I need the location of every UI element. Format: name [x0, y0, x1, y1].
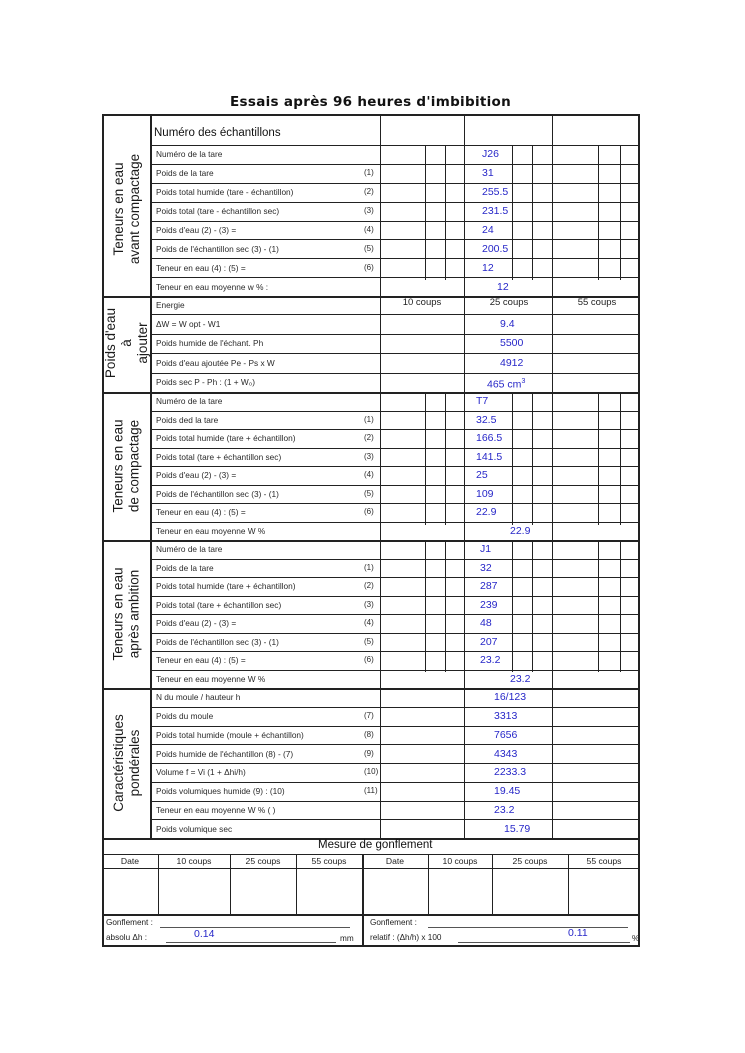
energie-label: Energie: [156, 300, 185, 310]
mesure-title-divider: [102, 854, 640, 855]
s2-row-label: ΔW = W opt - W1: [156, 318, 221, 329]
s2-head-divider: [150, 314, 640, 315]
s4-row-value-text: 32: [480, 561, 492, 574]
s3-row-line-5: [150, 485, 640, 486]
s1-row-line-2: [150, 183, 640, 184]
s4-row-line-1: [150, 559, 640, 560]
s2-row-line-3: [150, 373, 640, 374]
s3-row-line-3: [150, 448, 640, 449]
s5-row-value: [494, 748, 517, 760]
s5-row-value-text: 23.2: [494, 803, 515, 816]
s5-row-line-4: [150, 763, 640, 764]
s4-row-value: [510, 673, 530, 685]
s3-row-label: Poids ded la tare: [156, 414, 219, 425]
s3-row-label: Poids total (tare + échantillon sec): [156, 451, 282, 462]
s1-row-value-text: 255.5: [482, 186, 509, 199]
s4-row-number: (3): [364, 599, 374, 609]
s3-row-value: [476, 506, 496, 518]
s1-row-line-1: [150, 164, 640, 165]
s5-row-label: N du moule / hauteur h: [156, 692, 241, 703]
s3-row-value: [476, 488, 494, 500]
s1-row-value-text: 12: [482, 261, 494, 274]
s1-row-label: Poids total humide (tare - échantillon): [156, 187, 294, 198]
s1-row-label: Poids de la tare: [156, 168, 214, 179]
s1-row-number: (1): [364, 168, 374, 178]
label-col-divider: [150, 114, 152, 838]
mesure-col-head: 10 coups: [176, 856, 212, 866]
s4-row-value-text: J1: [480, 543, 492, 556]
s4-row-label: Teneur en eau (4) : (5) =: [156, 655, 246, 666]
section-label-poids-eau-ajouter: Poids d'eau à ajouter: [103, 307, 151, 379]
s1-row-value: [482, 224, 494, 236]
s1-row-value-text: 12: [497, 280, 509, 293]
sub-col-divider-1-0-2: [512, 540, 513, 672]
s3-row-line-7: [150, 522, 640, 523]
s2-row-value-text: 9.4: [500, 317, 515, 330]
s2-row-label: Poids humide de l'échant. Ph: [156, 338, 264, 349]
mesure-col-divider-4: [362, 854, 364, 946]
s1-row-label: Numéro de la tare: [156, 149, 223, 160]
s4-row-line-3: [150, 596, 640, 597]
s1-row-value-text: 31: [482, 167, 494, 180]
s4-row-label: Poids de l'échantillon sec (3) - (1): [156, 636, 279, 647]
footer-absolu-label: absolu Δh :: [106, 933, 147, 942]
s2-row-line-2: [150, 353, 640, 354]
s5-row-number: (7): [364, 711, 374, 721]
sub-col-divider-2-0-1: [598, 392, 599, 525]
s3-row-line-4: [150, 466, 640, 467]
s4-row-line-4: [150, 614, 640, 615]
s5-row-value-text: 7656: [494, 728, 518, 741]
s1-row-label: Poids d'eau (2) - (3) =: [156, 224, 237, 235]
s1-row-value-text: 24: [482, 223, 494, 236]
s4-row-value: [480, 617, 492, 629]
s5-row-value-text: 16/123: [494, 691, 527, 704]
s2-row-value: [500, 357, 523, 369]
s5-row-label: Poids du moule: [156, 711, 214, 722]
s3-row-label: Poids d'eau (2) - (3) =: [156, 470, 237, 481]
s5-row-value: [504, 823, 530, 835]
s5-row-label: Poids humide de l'échantillon (8) - (7): [156, 748, 294, 759]
mesure-col-head: 55 coups: [586, 856, 622, 866]
sub-col-divider-0-1-0: [445, 145, 446, 280]
s1-row-value-text: 231.5: [482, 205, 509, 218]
s3-row-value-text: 25: [476, 469, 488, 482]
s5-row-number: (11): [364, 786, 378, 796]
s4-row-value-text: 207: [480, 635, 498, 648]
col-head-10-coups: 10 coups: [402, 297, 442, 308]
footer-gonflement-left: Gonflement :: [106, 918, 153, 927]
s3-row-number: (6): [364, 507, 374, 517]
s1-row-value: [482, 262, 494, 274]
s3-row-value-text: 166.5: [476, 432, 503, 445]
s1-row-value: [482, 186, 508, 198]
s2-row-value-text: 5500: [500, 337, 524, 350]
s1-row-line-6: [150, 258, 640, 259]
s5-row-line-5: [150, 782, 640, 783]
s4-row-label: Teneur en eau moyenne W %: [156, 673, 266, 684]
sub-col-divider-2-0-2: [598, 540, 599, 672]
section-divider-4: [102, 688, 640, 690]
s2-row-label: Poids sec P - Ph : (1 + W₀): [156, 377, 255, 388]
s3-row-number: (1): [364, 414, 374, 424]
s1-row-value: [482, 205, 508, 217]
s3-row-value-text: 141.5: [476, 450, 503, 463]
s3-row-value-text: 22.9: [510, 524, 531, 537]
section-label-de-compactage: Teneurs en eau de compactage: [111, 419, 143, 513]
footer-gonflement-right: Gonflement :: [370, 918, 417, 927]
s5-row-number: (10): [364, 767, 379, 777]
s3-row-line-2: [150, 429, 640, 430]
sub-col-divider-2-1-0: [620, 145, 621, 280]
s3-row-value: [476, 414, 496, 426]
s4-row-number: (5): [364, 636, 374, 646]
header-divider: [150, 145, 640, 146]
s5-row-value-text: 19.45: [494, 785, 521, 798]
s5-row-value-text: 3313: [494, 710, 518, 723]
s4-row-value: [480, 636, 498, 648]
mesure-col-head: Date: [385, 856, 405, 866]
s1-row-number: (3): [364, 206, 374, 216]
s4-row-label: Poids total (tare + échantillon sec): [156, 599, 282, 610]
value-col-divider-3: [552, 114, 553, 838]
section-divider-2: [102, 392, 640, 394]
s4-row-value-text: 23.2: [480, 654, 501, 667]
s4-row-line-7: [150, 670, 640, 671]
s3-row-label: Poids de l'échantillon sec (3) - (1): [156, 488, 279, 499]
s5-row-label: Poids volumique sec: [156, 823, 233, 834]
footer-absolu-value: 0.14: [194, 928, 215, 940]
value-col-divider-2: [464, 114, 465, 838]
s4-row-value: [480, 543, 491, 555]
section-label-caracteristiques-ponderales: Caractéristiques pondérales: [111, 714, 143, 812]
value-col-divider-1: [380, 114, 381, 838]
s5-row-value: [494, 729, 517, 741]
header-numero-echantillons: Numéro des échantillons: [154, 127, 281, 139]
page-title: Essais après 96 heures d'imbibition: [230, 94, 512, 110]
s5-row-line-1: [150, 707, 640, 708]
s5-row-label: Teneur en eau moyenne W % ( ): [156, 804, 276, 815]
s3-row-number: (2): [364, 433, 374, 443]
sub-col-divider-1-1-0: [532, 145, 533, 280]
s1-row-value: [497, 281, 509, 293]
s1-row-label: Teneur en eau moyenne w % :: [156, 281, 269, 292]
sub-col-divider-2-1-2: [620, 540, 621, 672]
s2-row-value-text: 465 cm: [487, 378, 522, 391]
s5-row-value-text: 2233.3: [494, 766, 527, 779]
footer-line-left-2: [166, 942, 336, 943]
s4-row-value-text: 239: [480, 598, 498, 611]
s1-row-label: Poids de l'échantillon sec (3) - (1): [156, 243, 279, 254]
s4-row-label: Poids d'eau (2) - (3) =: [156, 618, 237, 629]
footer-line-right-1: [428, 927, 628, 928]
s3-row-line-6: [150, 503, 640, 504]
s4-row-value-text: 23.2: [510, 672, 531, 685]
s3-row-number: (4): [364, 470, 374, 480]
s3-row-label: Teneur en eau moyenne W %: [156, 525, 266, 536]
s3-row-value: [476, 469, 488, 481]
sub-col-divider-2-0-0: [598, 145, 599, 280]
s1-row-line-5: [150, 239, 640, 240]
sub-col-divider-0-0-2: [425, 540, 426, 672]
s4-row-line-5: [150, 633, 640, 634]
s1-row-value: [482, 167, 494, 179]
s2-row-value: [500, 318, 515, 330]
sub-col-divider-1-0-0: [512, 145, 513, 280]
s3-row-value-text: 22.9: [476, 506, 497, 519]
sub-col-divider-1-1-1: [532, 392, 533, 525]
s1-row-label: Poids total (tare - échantillon sec): [156, 206, 280, 217]
footer-relatif-value: 0.11: [568, 927, 588, 939]
s5-row-value: [494, 691, 526, 703]
footer-relatif-unit: %: [632, 934, 640, 943]
s4-row-value: [480, 599, 498, 611]
s4-row-value: [480, 562, 492, 574]
s3-row-value: [510, 525, 530, 537]
s4-row-value-text: 287: [480, 580, 498, 593]
mesure-col-head: Date: [120, 856, 140, 866]
s1-row-number: (6): [364, 262, 374, 272]
s3-row-label: Numéro de la tare: [156, 396, 223, 407]
s5-row-label: Volume f = Vi (1 + Δhi/h): [156, 767, 246, 778]
mesure-col-head: 25 coups: [512, 856, 548, 866]
mesure-head-divider: [102, 868, 640, 869]
s2-row-label: Poids d'eau ajoutée Pe - Ps x W: [156, 357, 275, 368]
sub-col-divider-0-1-1: [445, 392, 446, 525]
footer-relatif-label: relatif : (Δh/h) x 100: [370, 933, 442, 942]
s3-row-value-text: 109: [476, 487, 494, 500]
s3-row-label: Poids total humide (tare + échantillon): [156, 433, 296, 444]
footer-line-right-2: [458, 942, 630, 943]
sub-col-divider-1-0-1: [512, 392, 513, 525]
s5-row-label: Poids total humide (moule + échantillon): [156, 729, 304, 740]
mesure-col-head: 25 coups: [245, 856, 281, 866]
col-head-25-coups: 25 coups: [489, 297, 529, 308]
s1-row-label: Teneur en eau (4) : (5) =: [156, 262, 246, 273]
mesure-gonflement-title: Mesure de gonflement: [318, 839, 433, 851]
s3-row-value: [476, 432, 502, 444]
s1-row-number: (5): [364, 243, 374, 253]
s5-row-number: (9): [364, 748, 374, 758]
s5-row-value: [494, 785, 520, 797]
s4-row-label: Poids de la tare: [156, 562, 214, 573]
s1-row-value: [482, 243, 508, 255]
footer-absolu-unit: mm: [340, 934, 354, 943]
s1-row-line-3: [150, 202, 640, 203]
s4-row-value: [480, 654, 500, 666]
s5-row-line-6: [150, 801, 640, 802]
s5-row-value-text: 4343: [494, 747, 518, 760]
s3-row-line-1: [150, 411, 640, 412]
sub-col-divider-2-1-1: [620, 392, 621, 525]
mesure-col-head: 55 coups: [311, 856, 347, 866]
s2-row-value-text: 4912: [500, 356, 524, 369]
s5-row-value: [494, 804, 514, 816]
col-head-55-coups: 55 coups: [577, 297, 617, 308]
sub-col-divider-1-1-2: [532, 540, 533, 672]
s5-row-line-2: [150, 726, 640, 727]
footer-line-left-1: [160, 927, 350, 928]
section-divider-3: [102, 540, 640, 542]
s1-row-value-text: 200.5: [482, 242, 509, 255]
sub-col-divider-0-0-0: [425, 145, 426, 280]
s4-row-line-2: [150, 577, 640, 578]
sub-col-divider-0-0-1: [425, 392, 426, 525]
mesure-bottom-divider: [102, 914, 640, 916]
s1-row-line-4: [150, 221, 640, 222]
mesure-col-head: 10 coups: [442, 856, 478, 866]
s4-row-number: (2): [364, 581, 374, 591]
section-label-avant-compactage: Teneurs en eau avant compactage: [111, 153, 143, 265]
s1-row-number: (2): [364, 187, 374, 197]
s3-row-value: [476, 395, 488, 407]
sub-col-divider-0-1-2: [445, 540, 446, 672]
s5-row-value-text: 15.79: [504, 822, 531, 835]
s4-row-label: Poids total humide (tare + échantillon): [156, 581, 296, 592]
s3-row-label: Teneur en eau (4) : (5) =: [156, 507, 246, 518]
s4-row-number: (6): [364, 655, 374, 665]
s2-row-value: [500, 337, 523, 349]
s5-row-number: (8): [364, 729, 374, 739]
s4-row-line-6: [150, 651, 640, 652]
section-label-apres-ambition: Teneurs en eau après ambition: [111, 567, 143, 661]
s1-row-value-text: J26: [482, 148, 499, 161]
s2-row-value-sup: 3: [521, 378, 526, 386]
s3-row-value-text: T7: [476, 395, 489, 408]
s4-row-value: [480, 580, 498, 592]
s3-row-value: [476, 451, 502, 463]
s3-row-number: (3): [364, 451, 374, 461]
s5-row-value: [494, 710, 517, 722]
s4-row-value-text: 48: [480, 617, 492, 630]
s2-row-value: [487, 376, 525, 391]
s4-row-number: (1): [364, 562, 374, 572]
s3-row-value-text: 32.5: [476, 413, 497, 426]
s4-row-number: (4): [364, 618, 374, 628]
s2-row-line-1: [150, 334, 640, 335]
s1-row-number: (4): [364, 224, 374, 234]
s5-row-label: Poids volumiques humide (9) : (10): [156, 786, 285, 797]
s1-row-line-7: [150, 277, 640, 278]
s5-row-line-7: [150, 819, 640, 820]
s3-row-number: (5): [364, 488, 374, 498]
s5-row-value: [494, 766, 526, 778]
s4-row-label: Numéro de la tare: [156, 544, 223, 555]
s1-row-value: [482, 148, 499, 160]
s5-row-line-3: [150, 744, 640, 745]
